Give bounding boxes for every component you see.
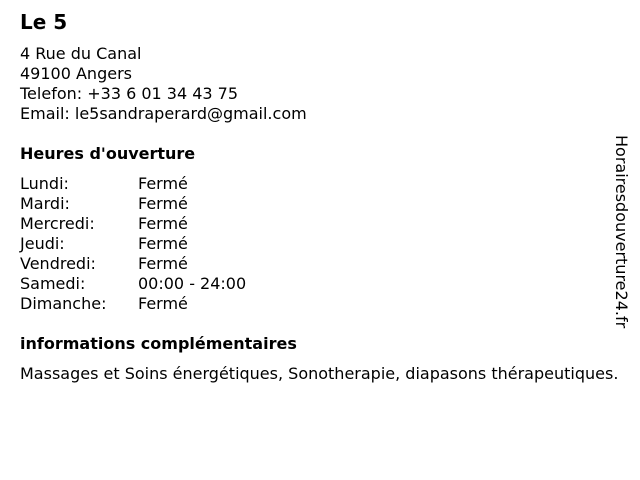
email-address: Email: le5sandraperard@gmail.com bbox=[20, 104, 307, 123]
hours-day: Mercredi: bbox=[20, 214, 95, 233]
hours-value: Fermé bbox=[138, 214, 188, 233]
address-city: 49100 Angers bbox=[20, 64, 132, 83]
hours-day: Dimanche: bbox=[20, 294, 107, 313]
hours-day: Jeudi: bbox=[20, 234, 65, 253]
hours-value: 00:00 - 24:00 bbox=[138, 274, 247, 293]
hours-day: Samedi: bbox=[20, 274, 86, 293]
hours-day: Vendredi: bbox=[20, 254, 96, 273]
contact-block bbox=[20, 44, 307, 124]
additional-info-heading: informations complémentaires bbox=[20, 334, 297, 353]
site-watermark: Horairesdouverture24.fr bbox=[612, 135, 631, 329]
additional-info-text: Massages et Soins énergétiques, Sonotherapie, diapasons thérapeutiques. bbox=[20, 364, 619, 383]
hours-value: Fermé bbox=[138, 174, 188, 193]
hours-day: Lundi: bbox=[20, 174, 69, 193]
hours-value: Fermé bbox=[138, 294, 188, 313]
hours-value: Fermé bbox=[138, 254, 188, 273]
hours-day: Mardi: bbox=[20, 194, 70, 213]
hours-value: Fermé bbox=[138, 234, 188, 253]
phone-number: Telefon: +33 6 01 34 43 75 bbox=[20, 84, 239, 103]
opening-hours-heading: Heures d'ouverture bbox=[20, 144, 196, 163]
hours-value: Fermé bbox=[138, 194, 188, 213]
business-name: Le 5 bbox=[20, 10, 68, 34]
address-street: 4 Rue du Canal bbox=[20, 44, 142, 63]
